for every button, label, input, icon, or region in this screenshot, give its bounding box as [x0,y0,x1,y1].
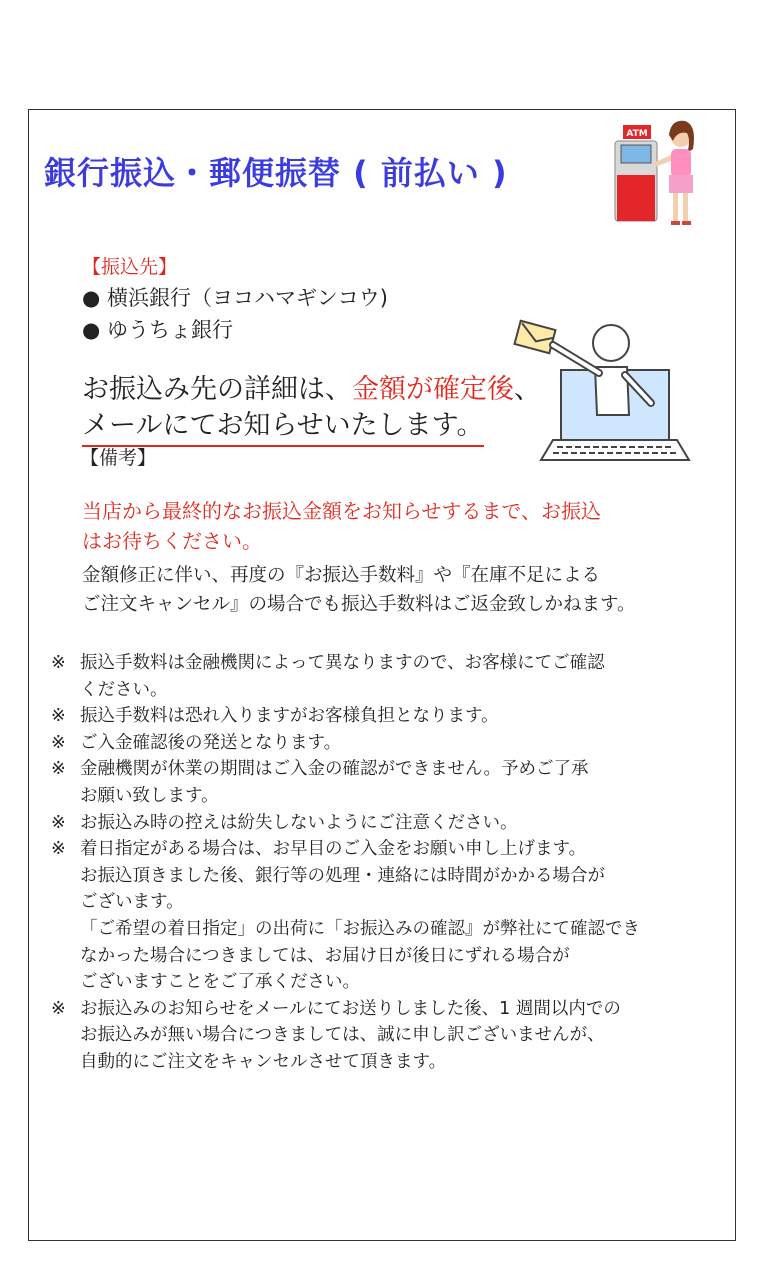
note-line: ございますことをご了承ください。 [80,972,360,993]
payment-info-card [28,109,736,1241]
note-line: 着日指定がある場合は、お早目のご入金をお願い申し上げます。 [80,839,587,860]
note-line: お振込みのお知らせをメールにてお送りしました後、1 週間以内での [80,998,621,1019]
note-item [51,810,711,837]
remarks-warning [82,496,702,556]
headline-part3: 、 [514,374,541,405]
note-item [51,703,711,730]
note-mark: ※ [51,839,66,860]
remarks-text-line: ご注文キャンセル』の場合でも振込手数料はご返金致しかねます。 [82,594,636,615]
payee-item-yokohama: ● 横浜銀行（ヨコハマギンコウ) [82,286,388,310]
note-line: お振込みが無い場合につきましては、誠に申し訳ございませんが、 [80,1025,605,1046]
payee-label: 【振込先】 [82,256,178,278]
note-mark: ※ [51,759,66,780]
notice-headline [82,372,541,447]
headline-line2: メールにてお知らせいたします。 [82,408,484,447]
note-line: ください。 [80,679,168,700]
notes-list [51,650,711,1076]
note-item [51,996,711,1076]
headline-amount-confirmed: 金額が確定後 [352,374,514,405]
note-line: 自動的にご注文をキャンセルさせて頂きます。 [80,1051,447,1072]
payee-item-yucho: ● ゆうちょ銀行 [82,318,233,342]
payee-list [82,282,388,346]
note-line: なかった場合につきましては、お届け日が後日にずれる場合が [80,945,570,966]
note-line: お願い致します。 [80,785,219,806]
note-item [51,730,711,757]
note-item [51,836,711,996]
remarks-text [82,561,722,619]
note-mark: ※ [51,706,66,727]
note-mark: ※ [51,732,66,753]
note-line: 金融機関が休業の期間はご入金の確認ができません。予めご了承 [80,759,589,780]
note-mark: ※ [51,653,66,673]
note-line: お振込頂きました後、銀行等の処理・連絡には時間がかかる場合が [80,865,605,886]
note-mark: ※ [51,998,66,1019]
note-line: ございます。 [80,892,184,913]
note-mark: ※ [51,812,66,833]
note-line: 「ご希望の着日指定」の出荷に「お振込みの確認』が弊社にて確認でき [80,918,640,939]
page-title: 銀行振込・郵便振替 ( 前払い ) [44,154,508,192]
remarks-text-line: 金額修正に伴い、再度の『お振込手数料』や『在庫不足による [82,565,601,586]
remarks-label: 【備考】 [80,447,157,469]
note-line: お振込み時の控えは紛失しないようにご注意ください。 [80,812,518,833]
atm-illustration [607,113,707,231]
remarks-warning-line: はお待ちください。 [82,529,262,553]
note-line: 振込手数料は恐れ入りますがお客様負担となります。 [80,706,499,727]
headline-part1: お振込み先の詳細は、 [82,374,352,405]
note-line: ご入金確認後の発送となります。 [80,732,342,753]
note-line: 振込手数料は金融機関によって異なりますので、お客様にてご確認 [80,653,605,673]
remarks-warning-line: 当店から最終的なお振込金額をお知らせするまで、お振込 [82,499,601,523]
atm-sign: ATM [626,129,648,139]
note-item [51,756,711,809]
note-item [51,650,711,703]
